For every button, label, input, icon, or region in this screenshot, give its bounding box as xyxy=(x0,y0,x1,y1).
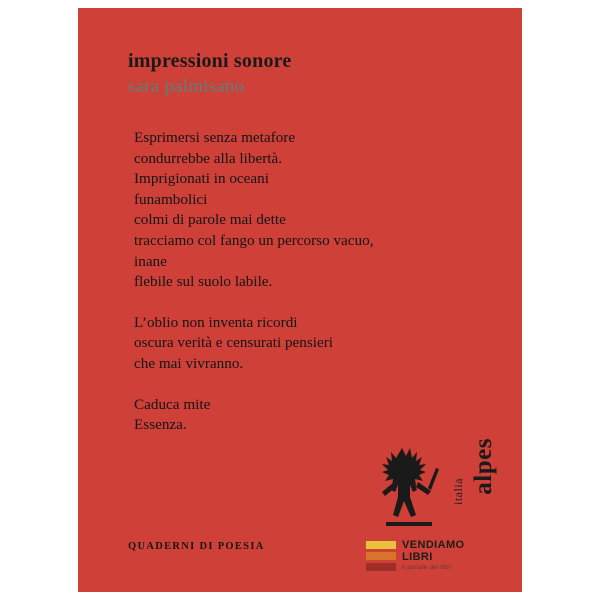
book-cover xyxy=(78,8,522,592)
poem-text xyxy=(134,128,464,456)
poem-stanza xyxy=(134,313,464,375)
imprint-name: alpes xyxy=(470,438,497,495)
poem-line: inane xyxy=(134,252,167,270)
partner-logo xyxy=(366,536,484,576)
imprint-subtitle: italia xyxy=(451,478,465,505)
partner-bars-icon xyxy=(366,541,396,571)
poem-line: tracciamo col fango un percorso vacuo, xyxy=(134,231,374,249)
partner-line3: il portale dei libri xyxy=(402,565,452,572)
series-label: QUADERNI DI POESIA xyxy=(128,541,265,552)
publisher-block xyxy=(360,432,500,582)
poem-line: Essenza. xyxy=(134,416,187,434)
book-title: impressioni sonore xyxy=(128,50,292,72)
poem-line: funambolici xyxy=(134,190,208,208)
poem-stanza xyxy=(134,395,464,436)
poem-stanza xyxy=(134,128,464,293)
poem-line: Caduca mite xyxy=(134,395,211,413)
poem-line: Esprimersi senza metafore xyxy=(134,129,296,146)
poem-line: L’oblio non inventa ricordi xyxy=(134,313,298,331)
poem-line: colmi di parole mai dette xyxy=(134,211,286,229)
poem-line: che mai vivranno. xyxy=(134,354,244,372)
poem-line: Imprigionati in oceani xyxy=(134,170,269,188)
devil-figure-icon xyxy=(372,444,448,534)
partner-text xyxy=(402,540,464,571)
poem-line: flebile sul suolo labile. xyxy=(134,273,273,291)
poem-line: condurrebbe alla libertà. xyxy=(134,149,283,167)
partner-line2: LIBRI xyxy=(402,550,433,563)
book-author: sara palmisano xyxy=(128,76,245,97)
partner-line1: VENDIAMO xyxy=(402,539,465,552)
poem-line: oscura verità e censurati pensieri xyxy=(134,334,334,352)
